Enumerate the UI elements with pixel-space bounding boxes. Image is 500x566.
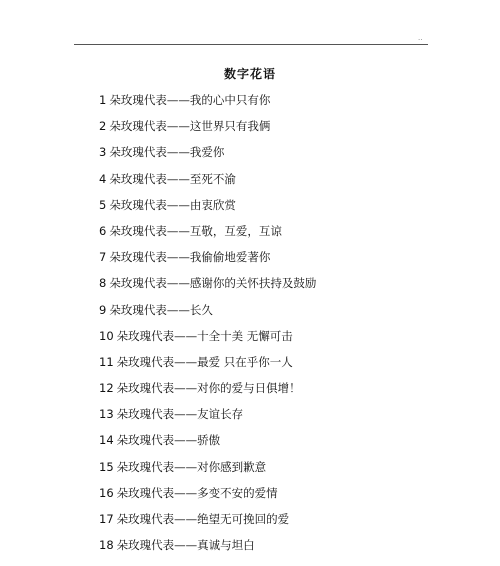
item-text: 朵玫瑰代表——最爱 只在乎你一人 xyxy=(116,354,293,369)
item-number: 7 xyxy=(99,250,107,265)
list-item xyxy=(99,300,316,326)
item-text: 朵玫瑰代表——真诚与坦白 xyxy=(116,538,255,553)
item-number: 9 xyxy=(99,302,107,317)
item-number: 16 xyxy=(99,485,114,500)
item-text: 朵玫瑰代表——至死不渝 xyxy=(109,171,236,186)
item-number: 5 xyxy=(99,197,107,212)
item-number: 13 xyxy=(99,407,114,422)
list-item xyxy=(99,483,316,509)
item-text: 朵玫瑰代表——互敬，互爱，互谅 xyxy=(109,223,282,238)
list-item xyxy=(99,535,316,561)
item-number: 17 xyxy=(99,512,114,526)
item-number: 14 xyxy=(99,433,114,448)
item-number: 8 xyxy=(99,276,107,291)
item-number: 3 xyxy=(99,145,107,160)
list-item xyxy=(99,404,316,430)
item-text: 朵玫瑰代表——十全十美 无懈可击 xyxy=(116,328,293,343)
list-item xyxy=(99,509,316,535)
item-text: 朵玫瑰代表——由衷欣赏 xyxy=(109,197,236,212)
item-text: 朵玫瑰代表——我的心中只有你 xyxy=(109,93,271,107)
list-item xyxy=(99,90,316,116)
header-rule xyxy=(74,44,428,45)
list-item xyxy=(99,169,316,195)
item-number: 1 xyxy=(99,93,107,107)
item-text: 朵玫瑰代表——对你感到歉意 xyxy=(116,459,267,474)
item-text: 朵玫瑰代表——我爱你 xyxy=(109,145,225,160)
list-item xyxy=(99,273,316,299)
list-item xyxy=(99,430,316,456)
list-item xyxy=(99,352,316,378)
item-number: 11 xyxy=(99,354,114,369)
list-item xyxy=(99,457,316,483)
item-text: 朵玫瑰代表——骄傲 xyxy=(116,433,221,448)
list-item xyxy=(99,116,316,142)
item-text: 朵玫瑰代表——我偷偷地爱著你 xyxy=(109,250,271,265)
list-item xyxy=(99,221,316,247)
item-text: 朵玫瑰代表——感谢你的关怀扶持及鼓励 xyxy=(109,276,317,291)
item-text: 朵玫瑰代表——这世界只有我俩 xyxy=(109,119,271,134)
header-mark: .. xyxy=(418,34,423,42)
item-text: 朵玫瑰代表——绝望无可挽回的爱 xyxy=(116,512,290,526)
item-text: 朵玫瑰代表——多变不安的爱情 xyxy=(116,485,278,500)
item-number: 12 xyxy=(99,381,114,396)
list-item xyxy=(99,195,316,221)
item-number: 4 xyxy=(99,171,107,186)
item-text: 朵玫瑰代表——友谊长存 xyxy=(116,407,244,422)
list-item xyxy=(99,247,316,273)
list-item xyxy=(99,378,316,404)
list-item xyxy=(99,326,316,352)
item-number: 2 xyxy=(99,119,107,134)
item-text: 朵玫瑰代表——对你的爱与日俱增！ xyxy=(116,381,301,396)
item-number: 6 xyxy=(99,223,107,238)
item-text: 朵玫瑰代表——长久 xyxy=(109,302,213,317)
list-item xyxy=(99,142,316,168)
item-number: 18 xyxy=(99,538,114,553)
item-number: 15 xyxy=(99,459,114,474)
item-number: 10 xyxy=(99,328,114,343)
page-title: 数字花语 xyxy=(223,67,276,81)
rose-meaning-list xyxy=(99,90,316,561)
